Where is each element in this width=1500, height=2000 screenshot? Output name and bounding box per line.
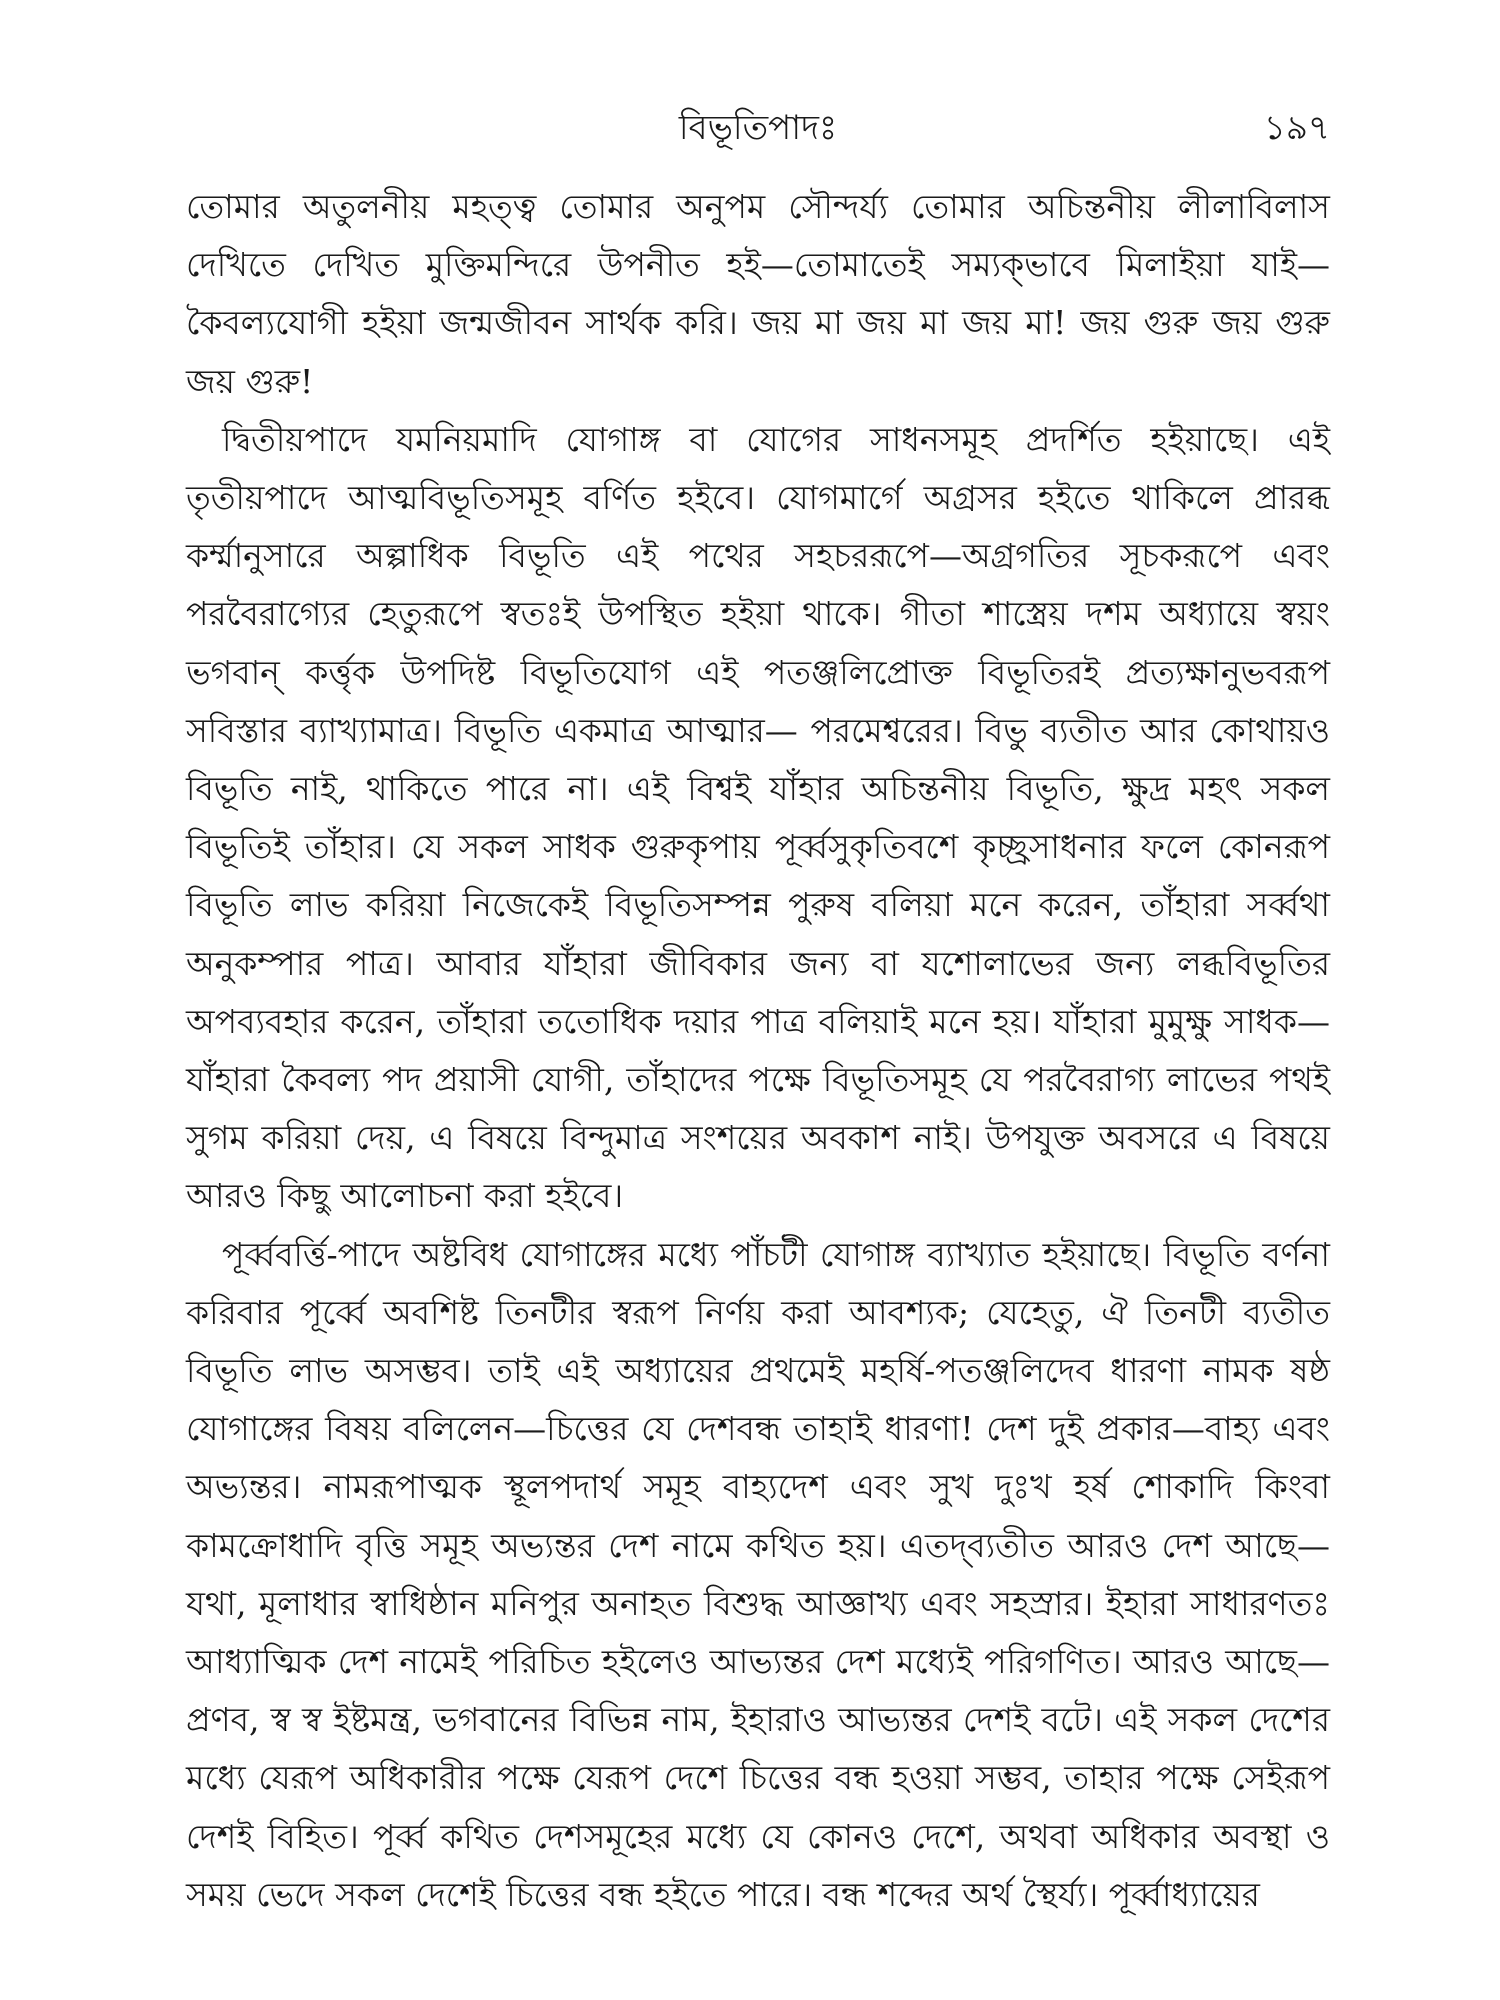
paragraph-2: দ্বিতীয়পাদে যমনিয়মাদি যোগাঙ্গ বা যোগের সাধনসমূহ প্রদর্শিত হইয়াছে। এই তৃতীয়পাদে আত্মবিভূতিসমূহ বর্ণিত হইবে। যোগমার্গে অগ্রসর হইতে থাকিলে প্রারব্ধ কর্ম্মানুসারে অল্পাধিক বিভূতি এই পথের সহচররূপে—অগ্রগতির সূচকরূপে এবং পরবৈরাগ্যের হেতুরূপে স্বতঃই উপস্থিত হইয়া থাকে। গীতা শাস্ত্রেয় দশম অধ্যায়ে স্বয়ং ভগবান্ কর্ত্তৃক উপদিষ্ট বিভূতিযোগ এই পতঞ্জলিপ্রোক্ত বিভূতিরই প্রত্যক্ষানুভবরূপ সবিস্তার ব্যাখ্যামাত্র। বিভূতি একমাত্র আত্মার— পরমেশ্বরের। বিভু ব্যতীত আর কোথায়ও বিভূতি নাই, থাকিতে পারে না। এই বিশ্বই যাঁহার অচিন্তনীয় বিভূতি, ক্ষুদ্র মহৎ সকল বিভূতিই তাঁহার। যে সকল সাধক গুরুকৃপায় পূর্ব্বসুকৃতিবশে কৃচ্ছ্রসাধনার ফলে কোনরূপ বিভূতি লাভ করিয়া নিজেকেই বিভূতিসম্পন্ন পুরুষ বলিয়া মনে করেন, তাঁহারা সর্ব্বথা অনুকম্পার পাত্র। আবার যাঁহারা জীবিকার জন্য বা যশোলাভের জন্য লব্ধবিভূতির অপব্যবহার করেন, তাঁহারা ততোধিক দয়ার পাত্র বলিয়াই মনে হয়। যাঁহারা মুমুক্ষু সাধক—যাঁহারা কৈবল্য পদ প্রয়াসী যোগী, তাঁহাদের পক্ষে বিভূতিসমূহ যে পরবৈরাগ্য লাভের পথই সুগম করিয়া দেয়, এ বিষয়ে বিন্দুমাত্র সংশয়ের অবকাশ নাই। উপযুক্ত অবসরে এ বিষয়ে আরও কিছু আলোচনা করা হইবে। bbox=[186, 419, 1330, 1216]
page-number: ১৯৭ bbox=[1263, 108, 1330, 148]
paragraph-3: পূর্ব্ববর্ত্তি-পাদে অষ্টবিধ যোগাঙ্গের মধ্যে পাঁচটী যোগাঙ্গ ব্যাখ্যাত হইয়াছে। বিভূতি বর্ণনা করিবার পূর্ব্বে অবশিষ্ট তিনটীর স্বরূপ নির্ণয় করা আবশ্যক; যেহেতু, ঐ তিনটী ব্যতীত বিভূতি লাভ অসম্ভব। তাই এই অধ্যায়ের প্রথমেই মহর্ষি-পতঞ্জলিদেব ধারণা নামক ষষ্ঠ যোগাঙ্গের বিষয় বলিলেন—চিত্তের যে দেশবন্ধ তাহাই ধারণা! দেশ দুই প্রকার—বাহ্য এবং অভ্যন্তর। নামরূপাত্মক স্থূলপদার্থ সমূহ বাহ্যদেশ এবং সুখ দুঃখ হর্ষ শোকাদি কিংবা কামক্রোধাদি বৃত্তি সমূহ অভ্যন্তর দেশ নামে কথিত হয়। এতদ্‌ব্যতীত আরও দেশ আছে—যথা, মূলাধার স্বাধিষ্ঠান মনিপুর অনাহত বিশুদ্ধ আজ্ঞাখ্য এবং সহস্রার। ইহারা সাধারণতঃ আধ্যাত্মিক দেশ নামেই পরিচিত হইলেও আভ্যন্তর দেশ মধ্যেই পরিগণিত। আরও আছে—প্রণব, স্ব স্ব ইষ্টমন্ত্র, ভগবানের বিভিন্ন নাম, ইহারাও আভ্যন্তর দেশই বটে। এই সকল দেশের মধ্যে যেরূপ অধিকারীর পক্ষে যেরূপ দেশে চিত্তের বন্ধ হওয়া সম্ভব, তাহার পক্ষে সেইরূপ দেশই বিহিত। পূর্ব্ব কথিত দেশসমূহের মধ্যে যে কোনও দেশে, অথবা অধিকার অবস্থা ও সময় ভেদে সকল দেশেই চিত্তের বন্ধ হইতে পারে। বন্ধ শব্দের অর্থ স্থৈর্য্য। পূর্ব্বাধ্যায়ের bbox=[186, 1234, 1330, 1914]
running-header bbox=[186, 98, 1330, 158]
body-text bbox=[186, 178, 1330, 1924]
running-title: বিভূতিপাদঃ bbox=[678, 108, 838, 148]
paragraph-1: তোমার অতুলনীয় মহত্ত্ব তোমার অনুপম সৌন্দর্য্য তোমার অচিন্তনীয় লীলাবিলাস দেখিতে দেখিত মুক্তিমন্দিরে উপনীত হই—তোমাতেই সম্যক্‌ভাবে মিলাইয়া যাই—কৈবল্যযোগী হইয়া জন্মজীবন সার্থক করি। জয় মা জয় মা জয় মা! জয় গুরু জয় গুরু জয় গুরু! bbox=[186, 187, 1330, 401]
